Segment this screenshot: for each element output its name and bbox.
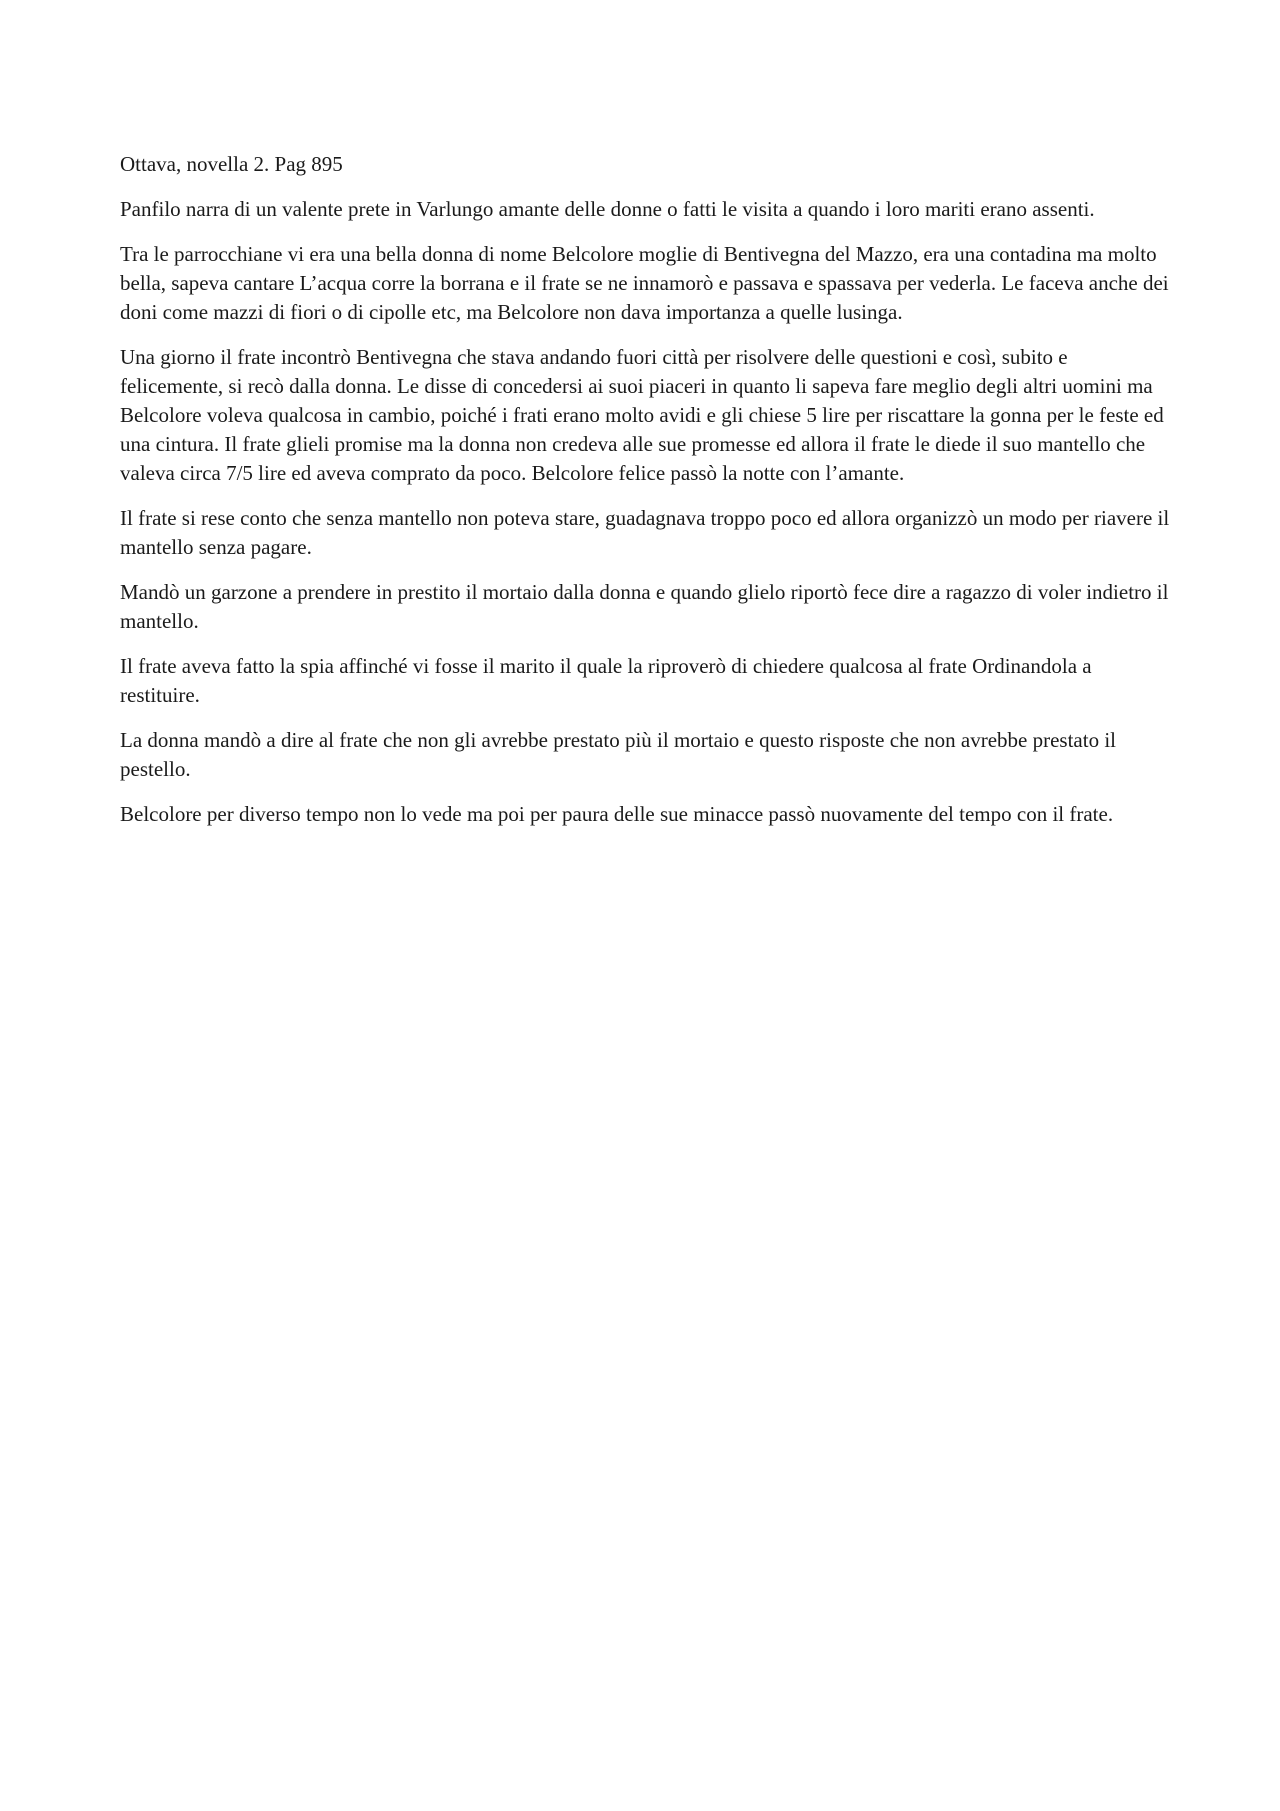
paragraph: Il frate si rese conto che senza mantello non poteva stare, guadagnava troppo poco ed allora organizzò un modo per riavere il mantello senza pagare. bbox=[120, 506, 1170, 559]
paragraph: Mandò un garzone a prendere in prestito il mortaio dalla donna e quando glielo riportò fece dire a ragazzo di voler indietro il mantello. bbox=[120, 580, 1169, 633]
paragraph: Panfilo narra di un valente prete in Varlungo amante delle donne o fatti le visita a quando i loro mariti erano assenti. bbox=[120, 197, 1095, 221]
document-heading: Ottava, novella 2. Pag 895 bbox=[120, 152, 343, 176]
paragraph: Belcolore per diverso tempo non lo vede ma poi per paura delle sue minacce passò nuovamente del tempo con il frate. bbox=[120, 802, 1114, 826]
paragraph: Il frate aveva fatto la spia affinché vi fosse il marito il quale la riproverò di chiedere qualcosa al frate Ordinandola a restituire. bbox=[120, 654, 1092, 707]
document-body bbox=[120, 150, 1170, 845]
paragraph: Una giorno il frate incontrò Bentivegna che stava andando fuori città per risolvere delle questioni e così, subito e felicemente, si recò dalla donna. Le disse di concedersi ai suoi piaceri in quanto li sapeva fare meglio degli altri uomini ma Belcolore voleva qualcosa in cambio, poiché i frati erano molto avidi e gli chiese 5 lire per riscattare la gonna per le feste ed una cintura. Il frate glieli promise ma la donna non credeva alle sue promesse ed allora il frate le diede il suo mantello che valeva circa 7/5 lire ed aveva comprato da poco. Belcolore felice passò la notte con l’amante. bbox=[120, 345, 1164, 485]
paragraph: Tra le parrocchiane vi era una bella donna di nome Belcolore moglie di Bentivegna del Mazzo, era una contadina ma molto bella, sapeva cantare L’acqua corre la borrana e il frate se ne innamorò e passava e spassava per vederla. Le faceva anche dei doni come mazzi di fiori o di cipolle etc, ma Belcolore non dava importanza a quelle lusinga. bbox=[120, 242, 1169, 324]
paragraph: La donna mandò a dire al frate che non gli avrebbe prestato più il mortaio e questo risposte che non avrebbe prestato il pestello. bbox=[120, 728, 1116, 781]
